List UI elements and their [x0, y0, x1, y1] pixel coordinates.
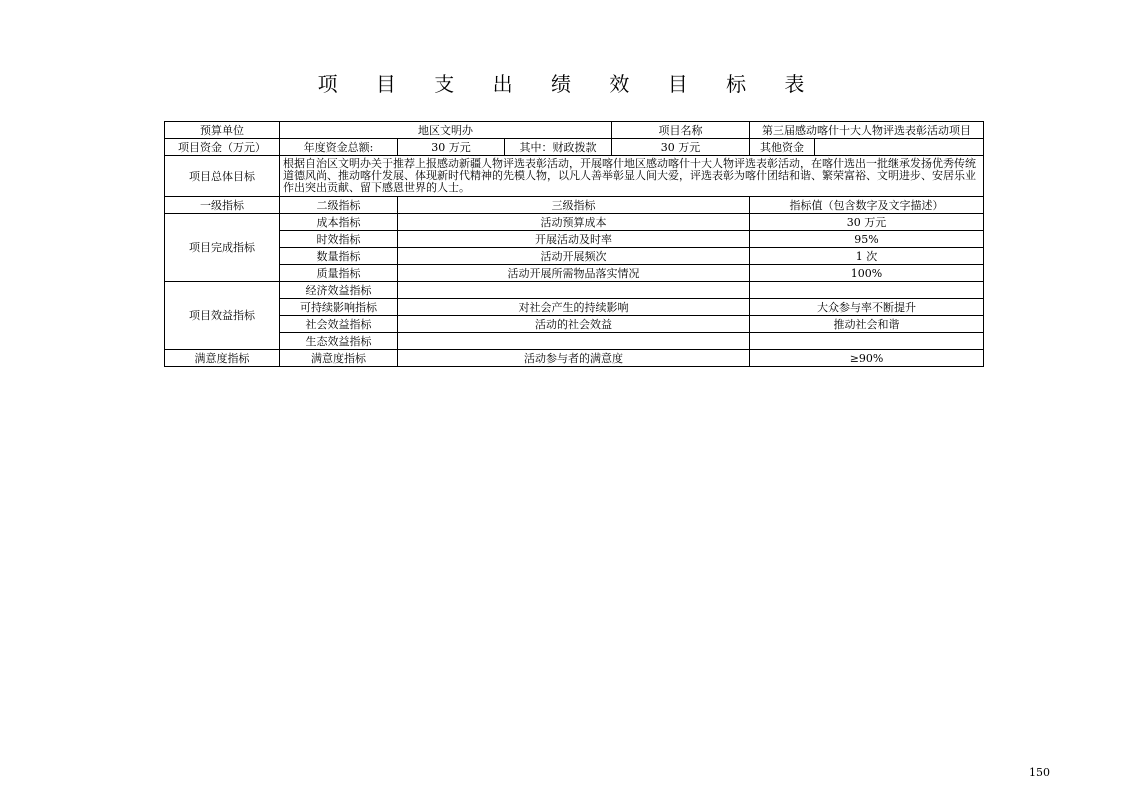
col-level3: 三级指标: [398, 197, 750, 214]
col-level1: 一级指标: [165, 197, 280, 214]
level3-cell: 活动参与者的满意度: [398, 350, 750, 367]
unit-label: 预算单位: [165, 122, 280, 139]
page-number: 150: [1029, 766, 1050, 779]
level2-cell: 数量指标: [280, 248, 398, 265]
table-row: [165, 248, 984, 265]
other-funds-label: 其他资金: [750, 139, 815, 156]
level2-cell: 质量指标: [280, 265, 398, 282]
annual-total-value: 30 万元: [398, 139, 505, 156]
level2-cell: 可持续影响指标: [280, 299, 398, 316]
page-title: 项 目 支 出 绩 效 目 标 表: [317, 72, 821, 96]
group-level1: 项目完成指标: [165, 214, 280, 282]
level2-cell: 生态效益指标: [280, 333, 398, 350]
table-row: [165, 316, 984, 333]
project-name-value: 第三届感动喀什十大人物评选表彰活动项目: [750, 122, 984, 139]
overall-goal-row: [165, 156, 984, 197]
table-row: [165, 333, 984, 350]
col-value: 指标值（包含数字及文字描述）: [750, 197, 984, 214]
value-cell: 30 万元: [750, 214, 984, 231]
level2-cell: 满意度指标: [280, 350, 398, 367]
level3-cell: [398, 282, 750, 299]
table-row: [165, 350, 984, 367]
overall-goal-text: 根据自治区文明办关于推荐上报感动新疆人物评选表彰活动，开展喀什地区感动喀什十大人物评选表彰活动，在喀什选出一批继承发扬优秀传统道德风尚、推动喀什发展、体现新时代精神的先模人物，以凡人善举彰显人间大爱，评选表彰为喀什团结和谐、繁荣富裕、文明进步、安居乐业作出突出贡献、留下感恩世界的人士。: [280, 156, 984, 197]
level3-cell: 活动的社会效益: [398, 316, 750, 333]
level3-cell: 开展活动及时率: [398, 231, 750, 248]
column-header-row: [165, 197, 984, 214]
other-funds-value: [815, 139, 984, 156]
level3-cell: 活动开展所需物品落实情况: [398, 265, 750, 282]
level3-cell: 活动开展频次: [398, 248, 750, 265]
col-level2: 二级指标: [280, 197, 398, 214]
funds-row: [165, 139, 984, 156]
level3-cell: 对社会产生的持续影响: [398, 299, 750, 316]
level2-cell: 经济效益指标: [280, 282, 398, 299]
value-cell: 95%: [750, 231, 984, 248]
value-cell: [750, 333, 984, 350]
group-level1: 满意度指标: [165, 350, 280, 367]
annual-total-label: 年度资金总额:: [280, 139, 398, 156]
fiscal-value: 30 万元: [612, 139, 750, 156]
table-row: [165, 231, 984, 248]
overall-goal-label: 项目总体目标: [165, 156, 280, 197]
level3-cell: [398, 333, 750, 350]
value-cell: 大众参与率不断提升: [750, 299, 984, 316]
level2-cell: 成本指标: [280, 214, 398, 231]
header-row: [165, 122, 984, 139]
unit-value: 地区文明办: [280, 122, 612, 139]
table-row: [165, 282, 984, 299]
group-level1: 项目效益指标: [165, 282, 280, 350]
table-row: [165, 299, 984, 316]
value-cell: [750, 282, 984, 299]
level3-cell: 活动预算成本: [398, 214, 750, 231]
level2-cell: 社会效益指标: [280, 316, 398, 333]
value-cell: 100%: [750, 265, 984, 282]
funds-label: 项目资金（万元）: [165, 139, 280, 156]
table-row: [165, 265, 984, 282]
performance-target-table: [164, 121, 984, 367]
table-row: [165, 214, 984, 231]
fiscal-label: 其中：财政拨款: [505, 139, 612, 156]
value-cell: 1 次: [750, 248, 984, 265]
project-name-label: 项目名称: [612, 122, 750, 139]
value-cell: ≥90%: [750, 350, 984, 367]
value-cell: 推动社会和谐: [750, 316, 984, 333]
level2-cell: 时效指标: [280, 231, 398, 248]
